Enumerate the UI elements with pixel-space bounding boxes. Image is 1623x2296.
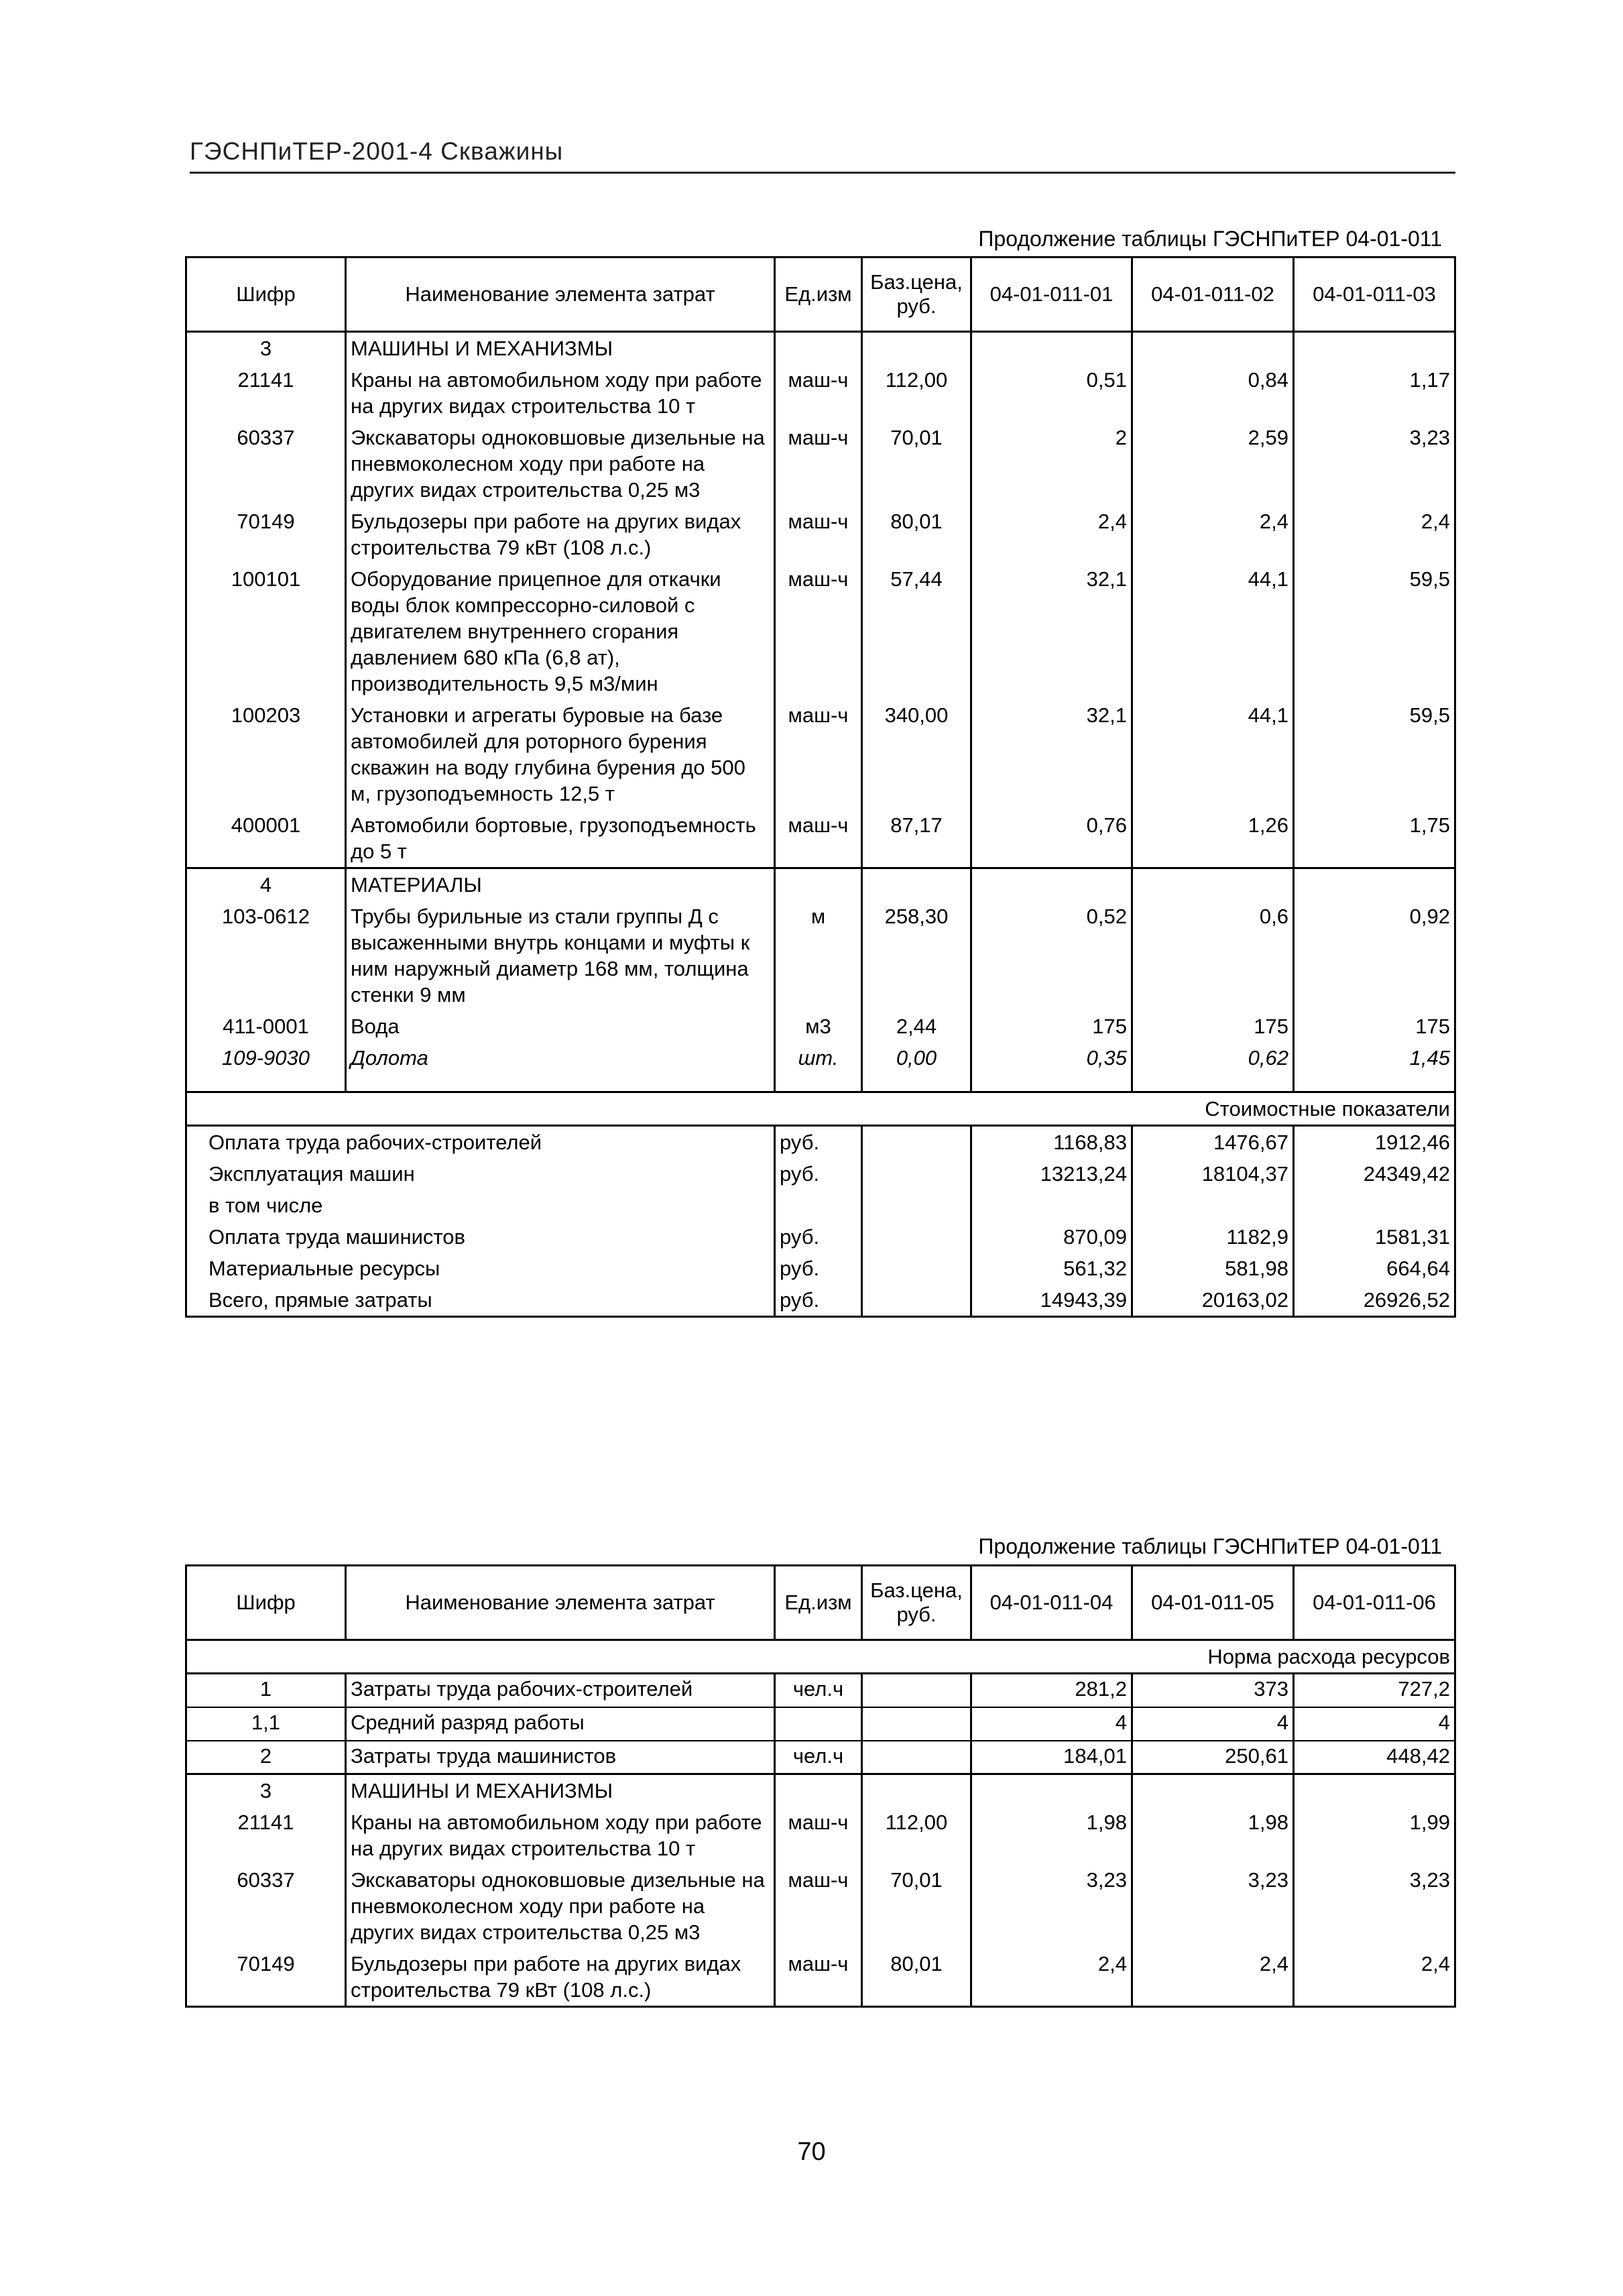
unit-cell: маш-ч	[775, 422, 862, 506]
header-norm-code: 04-01-011-04	[971, 1566, 1132, 1640]
resource-name: Вода	[346, 1011, 775, 1042]
base-price-cell: 0,00	[862, 1042, 971, 1074]
unit-cell: чел.ч	[775, 1741, 862, 1774]
totals-value: 14943,39	[971, 1284, 1132, 1317]
table-row	[186, 901, 1455, 1011]
section-row	[186, 1774, 1455, 1807]
totals-unit: руб.	[775, 1221, 862, 1253]
norm-value-cell: 1,26	[1132, 809, 1294, 868]
table-row	[186, 563, 1455, 699]
totals-row	[186, 1190, 1455, 1221]
norm-value-cell: 2,4	[971, 506, 1132, 563]
resource-code: 1,1	[186, 1707, 346, 1741]
totals-value: 1476,67	[1132, 1126, 1294, 1159]
resource-code: 109-9030	[186, 1042, 346, 1074]
base-price-cell: 2,44	[862, 1011, 971, 1042]
resource-name: Бульдозеры при работе на других видах строительства 79 кВт (108 л.с.)	[346, 506, 775, 563]
resource-code: 103-0612	[186, 901, 346, 1011]
resource-code: 100101	[186, 563, 346, 699]
header-norm-code: 04-01-011-05	[1132, 1566, 1294, 1640]
header-name: Наименование элемента затрат	[346, 257, 775, 332]
norm-value-cell: 44,1	[1132, 563, 1294, 699]
totals-value: 1581,31	[1294, 1221, 1455, 1253]
table2-header-row	[186, 1566, 1455, 1640]
norm-value-cell: 3,23	[1132, 1864, 1294, 1948]
totals-value	[971, 1190, 1132, 1221]
totals-unit: руб.	[775, 1126, 862, 1159]
section-title: МАШИНЫ И МЕХАНИЗМЫ	[346, 1774, 775, 1807]
unit-cell: маш-ч	[775, 364, 862, 422]
totals-label: Всего, прямые затраты	[186, 1284, 775, 1317]
unit-cell	[775, 1707, 862, 1741]
base-price-cell: 80,01	[862, 1948, 971, 2007]
header-code: Шифр	[186, 257, 346, 332]
norm-value-cell: 4	[971, 1707, 1132, 1741]
resource-name: Экскаваторы одноковшовые дизельные на пневмоколесном ходу при работе на других видах строительства 0,25 м3	[346, 1864, 775, 1948]
norm-value-cell: 175	[1294, 1011, 1455, 1042]
totals-label: Оплата труда машинистов	[186, 1221, 775, 1253]
table-row	[186, 1011, 1455, 1042]
norm-value-cell: 184,01	[971, 1741, 1132, 1774]
base-price-cell: 340,00	[862, 699, 971, 809]
totals-value	[1132, 1190, 1294, 1221]
resource-name: Затраты труда рабочих-строителей	[346, 1674, 775, 1707]
totals-unit: руб.	[775, 1253, 862, 1284]
table-row	[186, 1741, 1455, 1774]
norm-value-cell: 0,92	[1294, 901, 1455, 1011]
section-row	[186, 868, 1455, 901]
norm-value-cell: 2,4	[971, 1948, 1132, 2007]
totals-row	[186, 1284, 1455, 1317]
header-price: Баз.цена, руб.	[862, 257, 971, 332]
table-row	[186, 422, 1455, 506]
resource-code: 60337	[186, 422, 346, 506]
base-price-cell: 112,00	[862, 1806, 971, 1864]
totals-label: в том числе	[186, 1190, 775, 1221]
header-price: Баз.цена, руб.	[862, 1566, 971, 1640]
section-row	[186, 332, 1455, 365]
section-title: МАШИНЫ И МЕХАНИЗМЫ	[346, 332, 775, 365]
base-price-cell: 112,00	[862, 364, 971, 422]
resource-name: Трубы бурильные из стали группы Д с высаженными внутрь концами и муфты к ним наружный диаметр 168 мм, толщина стенки 9 мм	[346, 901, 775, 1011]
table-row	[186, 809, 1455, 868]
norm-value-cell: 59,5	[1294, 563, 1455, 699]
resource-code: 21141	[186, 364, 346, 422]
header-norm-code: 04-01-011-03	[1294, 257, 1455, 332]
norm-value-cell: 44,1	[1132, 699, 1294, 809]
unit-cell: маш-ч	[775, 563, 862, 699]
norm-value-cell: 4	[1132, 1707, 1294, 1741]
base-price-cell	[862, 1707, 971, 1741]
table-row	[186, 1948, 1455, 2007]
totals-value: 581,98	[1132, 1253, 1294, 1284]
norm-value-cell: 2,59	[1132, 422, 1294, 506]
header-divider	[190, 172, 1455, 174]
norm-value-cell: 1,99	[1294, 1806, 1455, 1864]
table-row	[186, 364, 1455, 422]
resource-code: 411-0001	[186, 1011, 346, 1042]
table-row	[186, 1674, 1455, 1707]
base-price-cell: 70,01	[862, 422, 971, 506]
totals-value: 561,32	[971, 1253, 1132, 1284]
unit-cell: маш-ч	[775, 506, 862, 563]
cost-caption-row	[186, 1092, 1455, 1126]
resource-code: 60337	[186, 1864, 346, 1948]
header-code: Шифр	[186, 1566, 346, 1640]
totals-value: 24349,42	[1294, 1158, 1455, 1190]
norm-value-cell: 0,35	[971, 1042, 1132, 1074]
totals-label: Оплата труда рабочих-строителей	[186, 1126, 775, 1159]
table1-header-row	[186, 257, 1455, 332]
norm-value-cell: 0,52	[971, 901, 1132, 1011]
norm-value-cell: 3,23	[971, 1864, 1132, 1948]
unit-cell: маш-ч	[775, 1948, 862, 2007]
norm-value-cell: 32,1	[971, 699, 1132, 809]
norm-table-1	[185, 256, 1456, 1318]
totals-row	[186, 1158, 1455, 1190]
resource-code: 2	[186, 1741, 346, 1774]
table-row	[186, 1707, 1455, 1741]
resource-name: Оборудование прицепное для откачки воды блок компрессорно-силовой с двигателем внутреннего сгорания давлением 680 кПа (6,8 ат), производительность 9,5 м3/мин	[346, 563, 775, 699]
norm-value-cell: 1,98	[971, 1806, 1132, 1864]
header-unit: Ед.изм	[775, 1566, 862, 1640]
totals-unit: руб.	[775, 1284, 862, 1317]
section-code: 3	[186, 332, 346, 365]
totals-value: 664,64	[1294, 1253, 1455, 1284]
table-row	[186, 506, 1455, 563]
norm-value-cell: 373	[1132, 1674, 1294, 1707]
totals-unit: руб.	[775, 1158, 862, 1190]
norm-value-cell: 175	[971, 1011, 1132, 1042]
norm-value-cell: 0,6	[1132, 901, 1294, 1011]
unit-cell: маш-ч	[775, 1806, 862, 1864]
base-price-cell: 80,01	[862, 506, 971, 563]
norm-table-2	[185, 1564, 1456, 2008]
norm-value-cell: 250,61	[1132, 1741, 1294, 1774]
resource-code: 100203	[186, 699, 346, 809]
norm-value-cell: 448,42	[1294, 1741, 1455, 1774]
resource-caption-row	[186, 1640, 1455, 1674]
table1-continuation-label: Продолжение таблицы ГЭСНПиТЕР 04-01-011	[978, 227, 1442, 251]
unit-cell: м3	[775, 1011, 862, 1042]
unit-cell: чел.ч	[775, 1674, 862, 1707]
totals-label: Материальные ресурсы	[186, 1253, 775, 1284]
norm-value-cell: 1,17	[1294, 364, 1455, 422]
totals-value: 1182,9	[1132, 1221, 1294, 1253]
header-norm-code: 04-01-011-02	[1132, 257, 1294, 332]
norm-value-cell: 59,5	[1294, 699, 1455, 809]
totals-value: 1912,46	[1294, 1126, 1455, 1159]
totals-row	[186, 1253, 1455, 1284]
resource-name: Средний разряд работы	[346, 1707, 775, 1741]
norm-value-cell: 2,4	[1294, 506, 1455, 563]
norm-value-cell: 2,4	[1132, 1948, 1294, 2007]
norm-value-cell: 1,75	[1294, 809, 1455, 868]
page-number: 70	[797, 2138, 826, 2166]
section-code: 4	[186, 868, 346, 901]
norm-value-cell: 1,98	[1132, 1806, 1294, 1864]
norm-value-cell: 281,2	[971, 1674, 1132, 1707]
norm-value-cell: 2	[971, 422, 1132, 506]
totals-value: 13213,24	[971, 1158, 1132, 1190]
resource-name: Краны на автомобильном ходу при работе на других видах строительства 10 т	[346, 1806, 775, 1864]
norm-value-cell: 1,45	[1294, 1042, 1455, 1074]
resource-code: 1	[186, 1674, 346, 1707]
totals-row	[186, 1126, 1455, 1159]
norm-value-cell: 727,2	[1294, 1674, 1455, 1707]
table-row	[186, 1042, 1455, 1074]
unit-cell: шт.	[775, 1042, 862, 1074]
totals-value: 18104,37	[1132, 1158, 1294, 1190]
resource-code: 21141	[186, 1806, 346, 1864]
totals-value: 1168,83	[971, 1126, 1132, 1159]
norm-value-cell: 0,62	[1132, 1042, 1294, 1074]
resource-name: Краны на автомобильном ходу при работе на других видах строительства 10 т	[346, 364, 775, 422]
resource-name: Бульдозеры при работе на других видах строительства 79 кВт (108 л.с.)	[346, 1948, 775, 2007]
totals-value: 26926,52	[1294, 1284, 1455, 1317]
resource-name: Затраты труда машинистов	[346, 1741, 775, 1774]
spacer-row	[186, 1074, 1455, 1092]
resource-name: Экскаваторы одноковшовые дизельные на пневмоколесном ходу при работе на других видах строительства 0,25 м3	[346, 422, 775, 506]
base-price-cell	[862, 1741, 971, 1774]
norm-value-cell: 0,51	[971, 364, 1132, 422]
header-norm-code: 04-01-011-01	[971, 257, 1132, 332]
norm-value-cell: 175	[1132, 1011, 1294, 1042]
base-price-cell: 87,17	[862, 809, 971, 868]
base-price-cell	[862, 1674, 971, 1707]
norm-value-cell: 4	[1294, 1707, 1455, 1741]
table2-continuation-label: Продолжение таблицы ГЭСНПиТЕР 04-01-011	[978, 1534, 1442, 1558]
resource-name: Автомобили бортовые, грузоподъемность до 5 т	[346, 809, 775, 868]
header-name: Наименование элемента затрат	[346, 1566, 775, 1640]
resource-name: Долота	[346, 1042, 775, 1074]
totals-value: 870,09	[971, 1221, 1132, 1253]
resource-code: 400001	[186, 809, 346, 868]
unit-cell: маш-ч	[775, 1864, 862, 1948]
norm-value-cell: 2,4	[1294, 1948, 1455, 2007]
norm-value-cell: 2,4	[1132, 506, 1294, 563]
unit-cell: маш-ч	[775, 809, 862, 868]
table-row	[186, 699, 1455, 809]
norm-value-cell: 0,84	[1132, 364, 1294, 422]
norm-value-cell: 3,23	[1294, 422, 1455, 506]
totals-unit	[775, 1190, 862, 1221]
section-title: МАТЕРИАЛЫ	[346, 868, 775, 901]
resource-name: Установки и агрегаты буровые на базе автомобилей для роторного бурения скважин на воду глубина бурения до 500 м, грузоподъемность 12,5 т	[346, 699, 775, 809]
totals-value	[1294, 1190, 1455, 1221]
norm-value-cell: 32,1	[971, 563, 1132, 699]
base-price-cell: 57,44	[862, 563, 971, 699]
resource-code: 70149	[186, 506, 346, 563]
header-unit: Ед.изм	[775, 257, 862, 332]
unit-cell: маш-ч	[775, 699, 862, 809]
header-norm-code: 04-01-011-06	[1294, 1566, 1455, 1640]
totals-row	[186, 1221, 1455, 1253]
totals-label: Эксплуатация машин	[186, 1158, 775, 1190]
resource-code: 70149	[186, 1948, 346, 2007]
norm-value-cell: 0,76	[971, 809, 1132, 868]
cost-caption: Стоимостные показатели	[186, 1092, 1455, 1126]
unit-cell: м	[775, 901, 862, 1011]
table-row	[186, 1806, 1455, 1864]
page-header-title: ГЭСНПиТЕР-2001-4 Скважины	[190, 137, 564, 165]
totals-value: 20163,02	[1132, 1284, 1294, 1317]
base-price-cell: 70,01	[862, 1864, 971, 1948]
table-row	[186, 1864, 1455, 1948]
section-code: 3	[186, 1774, 346, 1807]
norm-value-cell: 3,23	[1294, 1864, 1455, 1948]
resource-caption: Норма расхода ресурсов	[186, 1640, 1455, 1674]
base-price-cell: 258,30	[862, 901, 971, 1011]
